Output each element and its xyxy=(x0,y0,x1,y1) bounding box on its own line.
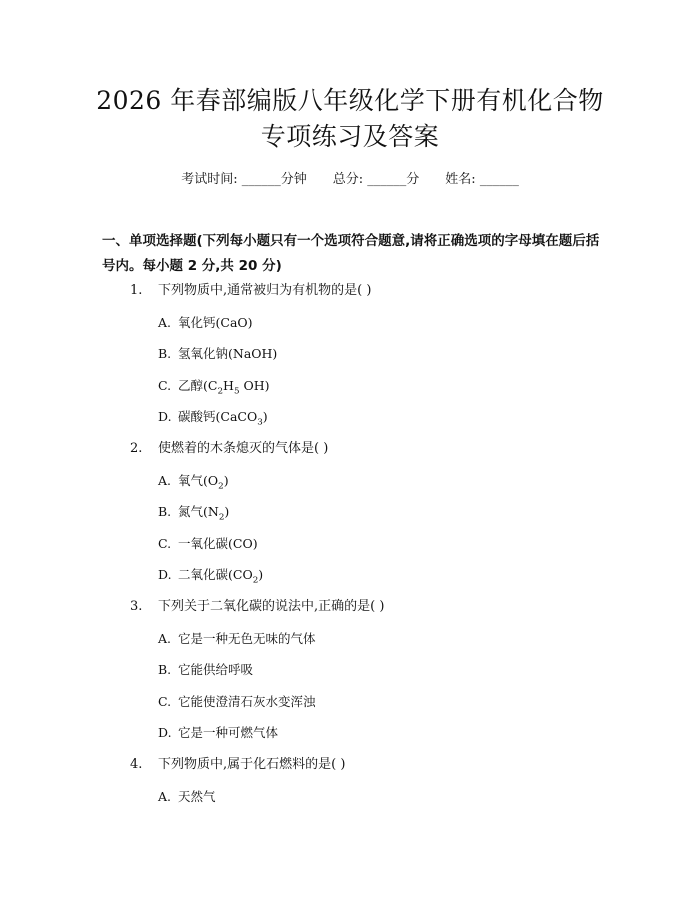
option-label: B. xyxy=(158,346,172,362)
option-text: 氧化钙(CaO) xyxy=(178,314,253,330)
question-2 xyxy=(130,439,328,459)
option-label: A. xyxy=(158,788,172,804)
option-label: D. xyxy=(158,725,172,741)
option-text: 氮气$(N_2)$ xyxy=(178,504,230,523)
option-text: 氢氧化钠(NaOH) xyxy=(178,346,278,362)
question-3 xyxy=(130,597,384,617)
question-1 xyxy=(130,281,371,301)
option-text: 天然气 xyxy=(178,788,216,804)
title-line-1: 2026 年春部编版八年级化学下册有机化合物 xyxy=(96,86,604,115)
name-blank: ______ xyxy=(479,172,519,187)
option-d xyxy=(158,723,278,743)
score-blank: ______ xyxy=(367,172,407,187)
option-a xyxy=(158,629,316,649)
option-b xyxy=(158,660,253,680)
question-text: 下列物质中,通常被归为有机物的是( ) xyxy=(158,283,372,298)
option-text: 氧气$(O_2)$ xyxy=(178,472,229,492)
option-label: C. xyxy=(158,693,172,709)
name-label: 姓名: xyxy=(445,172,476,187)
option-label: A. xyxy=(158,630,172,646)
option-label: A. xyxy=(158,314,172,330)
question-number: 1. xyxy=(130,283,143,298)
option-text: 它是一种无色无味的气体 xyxy=(178,630,316,646)
option-c xyxy=(158,376,270,396)
option-d xyxy=(158,407,268,427)
option-a xyxy=(158,313,253,333)
option-label: D. xyxy=(158,567,172,583)
option-b xyxy=(158,344,277,364)
option-text: 它是一种可燃气体 xyxy=(178,725,279,741)
option-text: 碳酸钙(CaCO$_3$) xyxy=(178,409,268,428)
section-heading: 一、单项选择题(下列每小题只有一个选项符合题意,请将正确选项的字母填在题后括号内。每小题 2 分,共 20 分) xyxy=(102,233,600,274)
option-label: A. xyxy=(158,472,172,488)
option-text: 它能使澄清石灰水变浑浊 xyxy=(178,693,316,709)
question-4 xyxy=(130,755,345,775)
question-text: 下列物质中,属于化石燃料的是( ) xyxy=(158,757,346,772)
question-number: 2. xyxy=(130,441,143,456)
time-label: 考试时间: xyxy=(181,172,238,187)
option-label: B. xyxy=(158,504,172,520)
option-d xyxy=(158,565,263,585)
question-number: 4. xyxy=(130,757,143,772)
question-number: 3. xyxy=(130,599,143,614)
option-text: 乙醇($C_2H_5$ OH) xyxy=(178,377,270,397)
option-a xyxy=(158,471,229,491)
option-b xyxy=(158,502,229,522)
score-label: 总分: xyxy=(332,172,364,187)
option-label: D. xyxy=(158,409,172,425)
option-c xyxy=(158,692,316,712)
option-a xyxy=(158,787,216,807)
option-text: 一氧化碳(CO) xyxy=(178,535,258,551)
score-unit: 分 xyxy=(406,172,420,187)
time-unit: 分钟 xyxy=(280,172,307,187)
option-text: 它能供给呼吸 xyxy=(178,662,254,678)
time-blank: ______ xyxy=(241,172,281,187)
title-line-2: 专项练习及答案 xyxy=(260,122,440,151)
question-text: 使燃着的木条熄灭的气体是( ) xyxy=(158,441,329,456)
question-text: 下列关于二氧化碳的说法中,正确的是( ) xyxy=(158,599,385,614)
exam-meta xyxy=(0,168,700,187)
option-c xyxy=(158,534,258,554)
option-label: C. xyxy=(158,377,172,393)
option-label: C. xyxy=(158,535,172,551)
option-label: B. xyxy=(158,662,172,678)
option-text: 二氧化碳$(CO_2)$ xyxy=(178,567,264,586)
